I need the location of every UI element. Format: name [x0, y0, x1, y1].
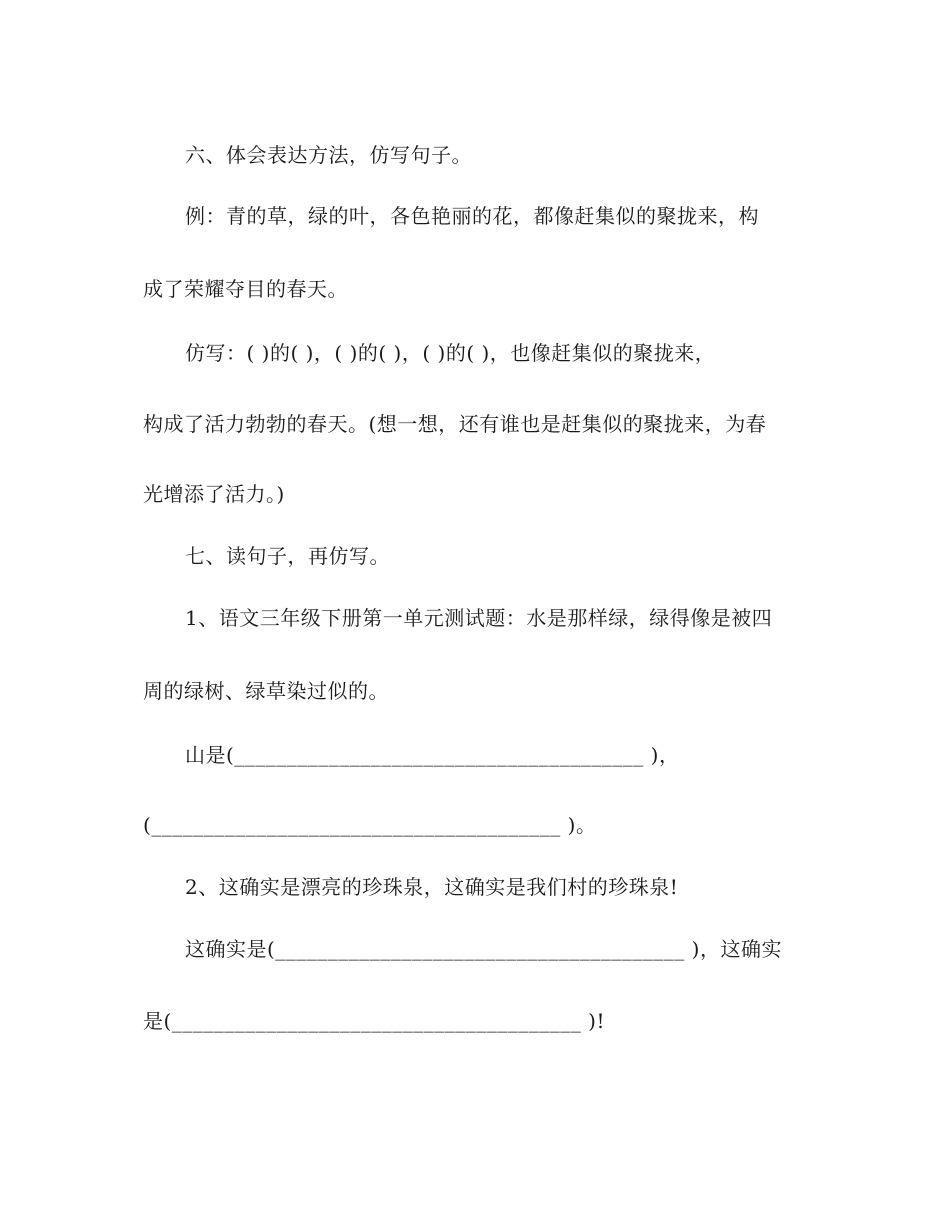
imitate-line-3: 光增添了活力。) [143, 482, 285, 506]
example-line-1: 例：青的草，绿的叶，各色艳丽的花，都像赶集似的聚拢来，构 [185, 204, 759, 228]
q2-blank-2: 是(_______________________________________ )! [143, 1009, 605, 1033]
q1-blank-1: 山是(_______________________________________ )， [185, 743, 680, 767]
example-line-2: 成了荣耀夺目的春天。 [143, 277, 348, 301]
q1-blank-2: (_______________________________________ )。 [143, 813, 597, 837]
imitate-line-2: 构成了活力勃勃的春天。(想一想，还有谁也是赶集似的聚拢来，为春 [143, 412, 767, 436]
q1-line-1: 1、语文三年级下册第一单元测试题：水是那样绿，绿得像是被四 [185, 606, 773, 630]
q2-line-1: 2、这确实是漂亮的珍珠泉，这确实是我们村的珍珠泉! [185, 875, 679, 899]
section7-heading: 七、读句子，再仿写。 [185, 544, 390, 568]
q2-blank-1: 这确实是(_______________________________________ )，这确实 [185, 937, 782, 961]
imitate-line-1: 仿写：( )的( )，( )的( )，( )的( )，也像赶集似的聚拢来， [185, 341, 716, 365]
section6-heading: 六、体会表达方法，仿写句子。 [185, 143, 472, 167]
q1-line-2: 周的绿树、绿草染过似的。 [143, 679, 389, 703]
